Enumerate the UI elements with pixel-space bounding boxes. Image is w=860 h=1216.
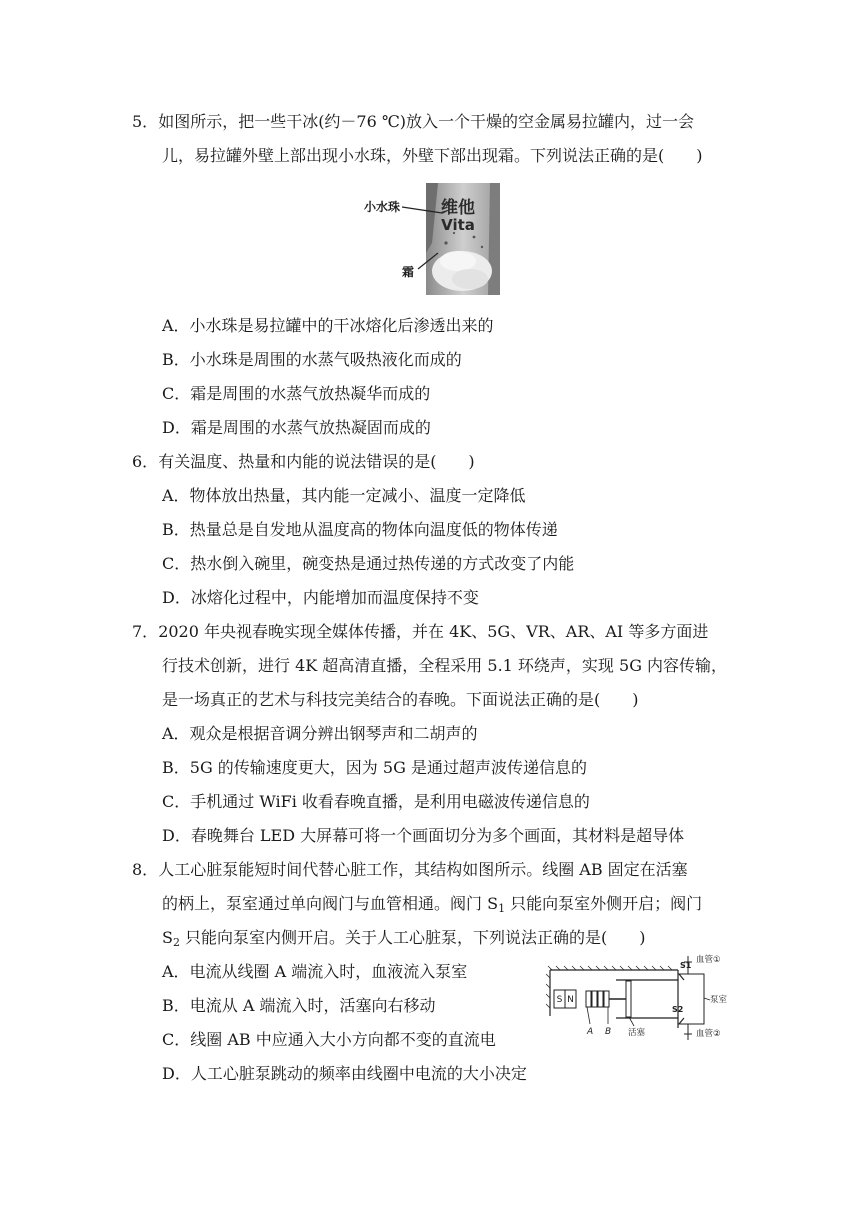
valve-s2-label: S2: [672, 1005, 684, 1014]
q5-stem-1: 如图所示，把一些干冰(约－76 ℃)放入一个干燥的空金属易拉罐内，过一会: [158, 112, 695, 131]
q8-stem-3-post: 只能向泵室内侧开启。关于人工心脏泵，下列说法正确的是( ): [179, 928, 646, 947]
vessel-1-label: 血管①: [696, 955, 721, 965]
q6-number: 6．: [132, 452, 159, 471]
q8-figure: [546, 950, 746, 1045]
can-text-bottom: Vita: [441, 216, 475, 234]
coil-b-label: B: [605, 1027, 612, 1037]
q5-option-b: B．小水珠是周围的水蒸气吸热液化而成的: [162, 350, 462, 369]
q7-option-b: B．5G 的传输速度更大，因为 5G 是通过超声波传递信息的: [162, 758, 587, 777]
q6-option-d: D．冰熔化过程中，内能增加而温度保持不变: [162, 588, 479, 607]
q8-number: 8．: [132, 860, 159, 879]
q8-stem-2-sub: 1: [498, 902, 506, 915]
pump-chamber-label: 泵室: [710, 995, 728, 1005]
vessel-2-label: 血管②: [696, 1029, 721, 1039]
q8-line-1: [132, 860, 688, 880]
magnet-n-label: N: [567, 995, 574, 1005]
q7-stem-1: 2020 年央视春晚实现全媒体传播，并在 4K、5G、VR、AR、AI 等多方面进: [158, 622, 709, 641]
q8-stem-1: 人工心脏泵能短时间代替心脏工作，其结构如图所示。线圈 AB 固定在活塞: [158, 860, 688, 879]
can-text-top: 维他: [441, 198, 475, 218]
q8-option-c: C．线圈 AB 中应通入大小方向都不变的直流电: [162, 1030, 496, 1049]
label-frost: 霜: [402, 265, 415, 279]
piston-label: 活塞: [628, 1028, 646, 1038]
q6-option-c: C．热水倒入碗里，碗变热是通过热传递的方式改变了内能: [162, 554, 575, 573]
q5-stem-2: 儿，易拉罐外壁上部出现小水珠，外壁下部出现霜。下列说法正确的是( ): [162, 146, 703, 165]
q8-option-a: A．电流从线圈 A 端流入时，血液流入泵室: [162, 962, 468, 981]
q7-option-c: C．手机通过 WiFi 收看春晚直播，是利用电磁波传递信息的: [162, 792, 590, 811]
q5-option-c: C．霜是周围的水蒸气放热凝华而成的: [162, 384, 431, 403]
q5-option-d: D．霜是周围的水蒸气放热凝固而成的: [162, 418, 431, 437]
q8-stem-2-post: 只能向泵室外侧开启；阀门: [505, 894, 703, 913]
q8-stem-3-pre: S: [162, 928, 173, 947]
heart-pump-diagram: [546, 950, 746, 1045]
coil-a-label: A: [587, 1027, 594, 1037]
q7-line-1: [132, 622, 708, 642]
q7-option-a: A．观众是根据音调分辨出钢琴声和二胡声的: [162, 724, 478, 743]
q7-option-d: D．春晚舞台 LED 大屏幕可将一个画面切分为多个画面，其材料是超导体: [162, 826, 685, 845]
q7-stem-3: 是一场真正的艺术与科技完美结合的春晚。下面说法正确的是( ): [162, 690, 639, 709]
label-droplets: 小水珠: [364, 200, 401, 214]
q6-option-b: B．热量总是自发地从温度高的物体向温度低的物体传递: [162, 520, 558, 539]
q7-stem-2: 行技术创新，进行 4K 超高清直播，全程采用 5.1 环绕声，实现 5G 内容传输，: [162, 656, 728, 675]
q6-stem: 有关温度、热量和内能的说法错误的是( ): [158, 452, 475, 471]
q5-number: 5．: [132, 112, 159, 131]
q8-stem-3-sub: 2: [172, 936, 180, 949]
magnet-s-label: S: [556, 995, 563, 1005]
q6-line-1: [132, 452, 475, 472]
q8-stem-2-pre: 的柄上，泵室通过单向阀门与血管相通。阀门 S: [162, 894, 499, 913]
q5-option-a: A．小水珠是易拉罐中的干冰熔化后渗透出来的: [162, 316, 494, 335]
q5-line-1: [132, 112, 694, 132]
q7-number: 7．: [132, 622, 159, 641]
q8-stem-2: [162, 894, 702, 914]
valve-s1-label: S1: [680, 961, 692, 970]
q8-stem-3: [162, 928, 646, 948]
q8-option-b: B．电流从 A 端流入时，活塞向右移动: [162, 996, 436, 1015]
q6-option-a: A．物体放出热量，其内能一定减小、温度一定降低: [162, 486, 526, 505]
q8-option-d: D．人工心脏泵跳动的频率由线圈中电流的大小决定: [162, 1064, 527, 1083]
q5-figure: [362, 183, 502, 297]
